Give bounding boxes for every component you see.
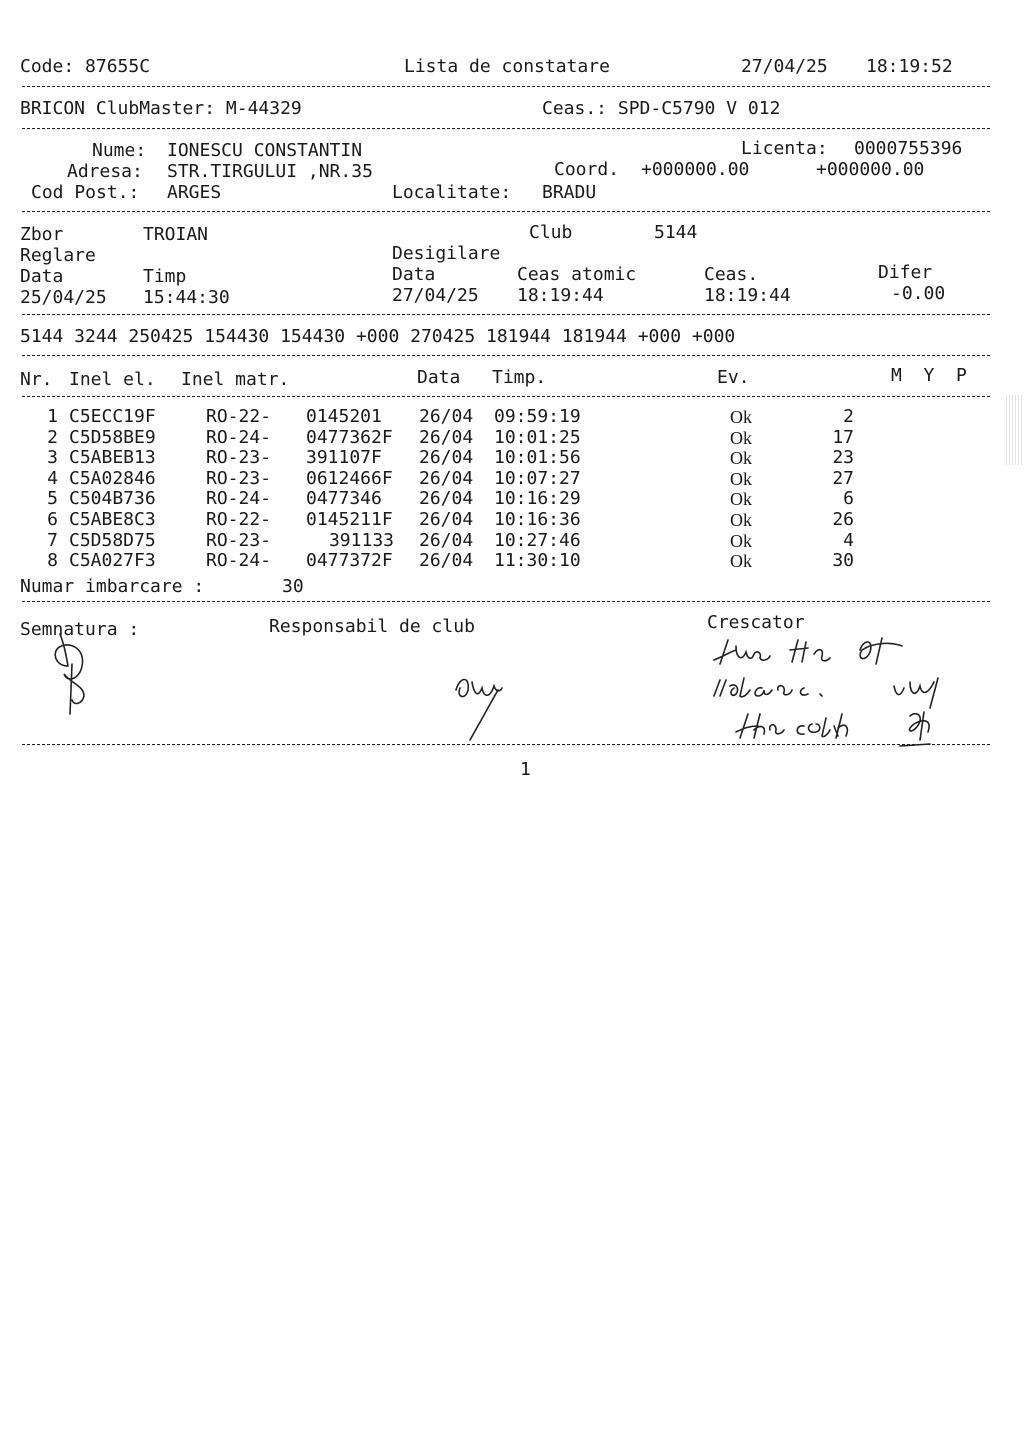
club-label: Club (529, 222, 573, 243)
cell-inel-el: C5ABE8C3 (69, 509, 156, 530)
cell-timp: 10:07:27 (494, 467, 581, 489)
divider (22, 744, 990, 745)
cell-inel-matr: 0145211F (306, 509, 393, 530)
flight-name: TROIAN (143, 224, 209, 245)
divider (22, 211, 990, 212)
divider (22, 355, 990, 356)
col-myp-header: M Y P (891, 365, 967, 386)
ceas-time: 18:19:44 (704, 285, 791, 306)
cell-inel-el: C5D58D75 (69, 529, 156, 551)
cell-nr: 8 (47, 550, 58, 572)
page-number: 1 (520, 759, 531, 780)
zbor-label: Zbor (20, 224, 64, 245)
cell-value: 26 (832, 509, 854, 530)
semnatura-label: Semnatura : (20, 619, 140, 640)
clubmaster-id: BRICON ClubMaster: M-44329 (20, 98, 302, 119)
divider (22, 601, 990, 602)
cod-post-label: Cod Post.: (31, 182, 140, 203)
ceas-atomic-time: 18:19:44 (517, 285, 604, 306)
cell-value: 2 (843, 406, 854, 427)
cell-timp: 11:30:10 (494, 550, 581, 572)
cell-ring-prefix: RO-23- (206, 447, 272, 469)
cell-inel-el: C5A02846 (69, 467, 156, 489)
col-timp-header: Timp. (492, 367, 547, 388)
cell-inel-el: C5ABEB13 (69, 447, 156, 469)
cell-timp: 09:59:19 (494, 406, 581, 427)
cell-nr: 7 (47, 529, 58, 551)
coord-x: +000000.00 (641, 159, 750, 180)
cell-ring-prefix: RO-24- (206, 550, 272, 572)
ceas-atomic-label: Ceas atomic (517, 264, 637, 285)
cell-ring-prefix: RO-22- (206, 509, 272, 530)
cell-ev: Ok (730, 468, 752, 489)
cell-ring-prefix: RO-24- (206, 426, 272, 448)
cell-nr: 5 (47, 488, 58, 510)
encoded-data-line: 5144 3244 250425 154430 154430 +000 270425 181944 181944 +000 +000 (20, 326, 736, 347)
document-title: Lista de constatare (404, 56, 610, 77)
cell-ring-prefix: RO-22- (206, 406, 272, 427)
licenta-label: Licenta: (741, 138, 828, 159)
col-inel-el-header: Inel el. (69, 369, 156, 390)
cell-nr: 3 (47, 447, 58, 469)
cell-timp: 10:27:46 (494, 529, 581, 551)
reglare-timp-label: Timp (143, 266, 187, 287)
cell-ring-prefix: RO-23- (206, 529, 272, 551)
license-number: 0000755396 (854, 138, 963, 159)
cell-inel-matr: 0612466F (306, 467, 393, 489)
document-code: Code: 87655C (20, 56, 151, 77)
cell-timp: 10:16:29 (494, 488, 581, 510)
cell-value: 6 (843, 488, 854, 510)
cell-inel-matr: 0477362F (306, 426, 393, 448)
cell-inel-el: C504B736 (69, 488, 156, 510)
signature-responsabil (448, 668, 518, 748)
cell-value: 27 (832, 467, 854, 489)
cell-data: 26/04 (419, 509, 474, 530)
divider (22, 314, 990, 315)
cell-inel-el: C5D58BE9 (69, 426, 156, 448)
cell-inel-el: C5A027F3 (69, 550, 156, 572)
cell-data: 26/04 (419, 529, 474, 551)
signature-owner (46, 626, 106, 716)
cell-ev: Ok (730, 530, 752, 551)
cell-data: 26/04 (419, 406, 474, 427)
header-date: 27/04/25 (741, 56, 828, 77)
nume-label: Nume: (92, 140, 147, 161)
reglare-time: 15:44:30 (143, 287, 230, 308)
adresa-label: Adresa: (67, 161, 143, 182)
locality: BRADU (542, 182, 597, 203)
divider (22, 128, 990, 129)
difer-label: Difer (878, 262, 933, 283)
numar-imbarcare-value: 30 (282, 576, 304, 597)
cell-data: 26/04 (419, 488, 474, 510)
cell-ev: Ok (730, 510, 752, 530)
cell-value: 4 (843, 529, 854, 551)
reglare-data-label: Data (20, 266, 64, 287)
responsabil-label: Responsabil de club (269, 616, 475, 637)
cell-ev: Ok (730, 448, 752, 469)
cell-timp: 10:16:36 (494, 509, 581, 530)
cell-ev: Ok (730, 427, 752, 448)
reglare-label: Reglare (20, 245, 96, 266)
cell-data: 26/04 (419, 447, 474, 469)
cell-timp: 10:01:56 (494, 447, 581, 469)
divider (22, 396, 990, 397)
cell-inel-matr: 391107F (306, 447, 382, 469)
cell-nr: 2 (47, 426, 58, 448)
difer-value: -0.00 (891, 283, 946, 304)
desigilare-date: 27/04/25 (392, 285, 479, 306)
cell-ev: Ok (730, 551, 752, 572)
scan-edge-artifact (1004, 395, 1022, 465)
signature-crescator-2 (706, 668, 956, 708)
cell-ev: Ok (730, 407, 752, 427)
cell-inel-matr: 391133 (328, 529, 394, 551)
cell-value: 23 (832, 447, 854, 469)
col-ev-header: Ev. (717, 367, 750, 388)
owner-name: IONESCU CONSTANTIN (167, 140, 363, 161)
cell-ring-prefix: RO-23- (206, 467, 272, 489)
cell-inel-matr: 0477346 (306, 488, 382, 510)
cell-ring-prefix: RO-24- (206, 488, 272, 510)
cell-inel-matr: 0145201 (306, 406, 382, 427)
cell-timp: 10:01:25 (494, 426, 581, 448)
club-number: 5144 (654, 222, 698, 243)
cell-value: 30 (832, 550, 854, 572)
coord-label: Coord. (554, 159, 620, 180)
clock-id: Ceas.: SPD-C5790 V 012 (542, 98, 781, 119)
col-data-header: Data (417, 367, 461, 388)
cell-data: 26/04 (419, 550, 474, 572)
crescator-label: Crescator (707, 612, 805, 633)
header-time: 18:19:52 (866, 56, 953, 77)
numar-imbarcare-label: Numar imbarcare : (20, 576, 205, 597)
coord-y: +000000.00 (816, 159, 925, 180)
cell-inel-el: C5ECC19F (69, 406, 156, 427)
cell-nr: 1 (47, 406, 58, 427)
cell-value: 17 (832, 426, 854, 448)
cell-data: 26/04 (419, 467, 474, 489)
cell-nr: 6 (47, 509, 58, 530)
col-inel-matr-header: Inel matr. (181, 369, 290, 390)
cell-inel-matr: 0477372F (306, 550, 393, 572)
col-nr-header: Nr. (20, 369, 53, 390)
owner-address: STR.TIRGULUI ,NR.35 (167, 161, 373, 182)
desigilare-label: Desigilare (392, 243, 501, 264)
localitate-label: Localitate: (392, 182, 512, 203)
signature-crescator-1 (706, 632, 916, 672)
desigilare-data-label: Data (392, 264, 436, 285)
cell-nr: 4 (47, 467, 58, 489)
divider (22, 86, 990, 87)
postal-code: ARGES (167, 182, 222, 203)
cell-data: 26/04 (419, 426, 474, 448)
reglare-date: 25/04/25 (20, 287, 107, 308)
cell-ev: Ok (730, 489, 752, 510)
ceas-label: Ceas. (704, 264, 759, 285)
